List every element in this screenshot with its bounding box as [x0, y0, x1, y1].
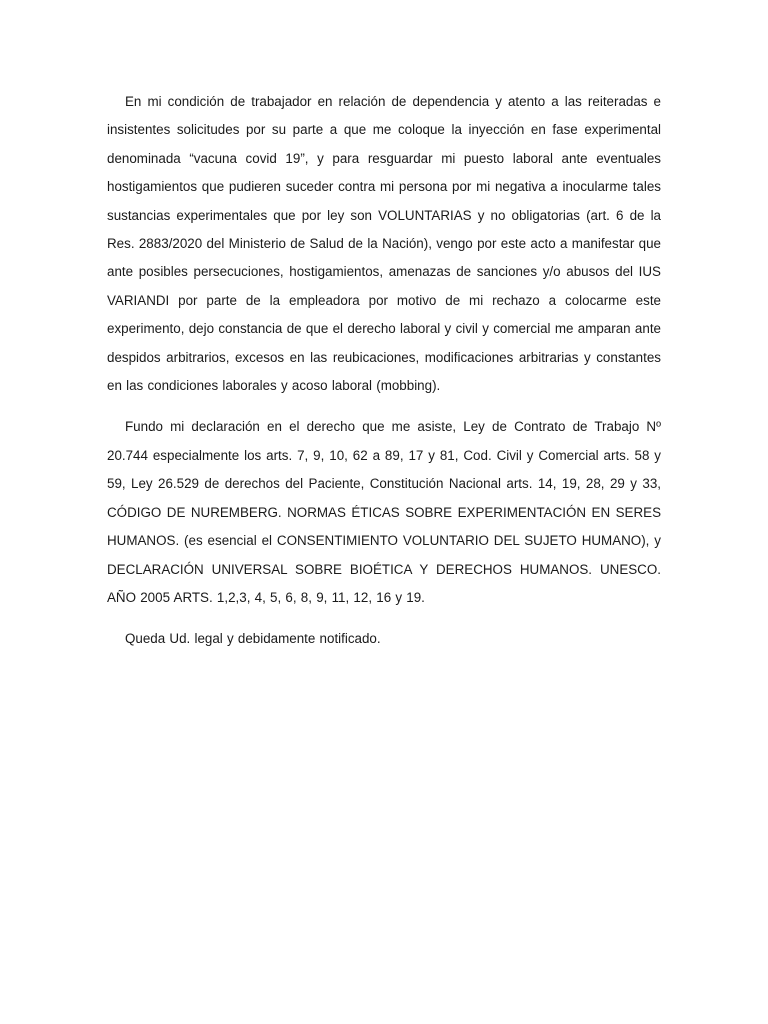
paragraph-legal-basis: Fundo mi declaración en el derecho que me asiste, Ley de Contrato de Trabajo Nº 20.744 especialmente los arts. 7, 9, 10, 62 a 89, 17 y 81, Cod. Civil y Comercial arts. 58 y 59, Ley 26.529 de derechos del Paciente, Constitución Nacional arts. 14, 19, 28, 29 y 33, CÓDIGO DE NUREMBERG. NORMAS ÉTICAS SOBRE EXPERIMENTACIÓN EN SERES HUMANOS. (es esencial el CONSENTIMIENTO VOLUNTARIO DEL SUJETO HUMANO), y DECLARACIÓN UNIVERSAL SOBRE BIOÉTICA Y DERECHOS HUMANOS. UNESCO. AÑO 2005 ARTS. 1,2,3, 4, 5, 6, 8, 9, 11, 12, 16 y 19.: [107, 419, 661, 605]
paragraph-declaration: En mi condición de trabajador en relación de dependencia y atento a las reiteradas e insistentes solicitudes por su parte a que me coloque la inyección en fase experimental denominada “vacuna covid 19”, y para resguardar mi puesto laboral ante eventuales hostigamientos que pudieren suceder contra mi persona por mi negativa a inocularme tales sustancias experimentales que por ley son VOLUNTARIAS y no obligatorias (art. 6 de la Res. 2883/2020 del Ministerio de Salud de la Nación), vengo por este acto a manifestar que ante posibles persecuciones, hostigamientos, amenazas de sanciones y/o abusos del IUS VARIANDI por parte de la empleadora por motivo de mi rechazo a colocarme este experimento, dejo constancia de que el derecho laboral y civil y comercial me amparan ante despidos arbitrarios, excesos en las reubicaciones, modificaciones arbitrarias y constantes en las condiciones laborales y acoso laboral (mobbing).: [107, 94, 661, 394]
paragraph-notification: Queda Ud. legal y debidamente notificado.: [125, 631, 381, 647]
